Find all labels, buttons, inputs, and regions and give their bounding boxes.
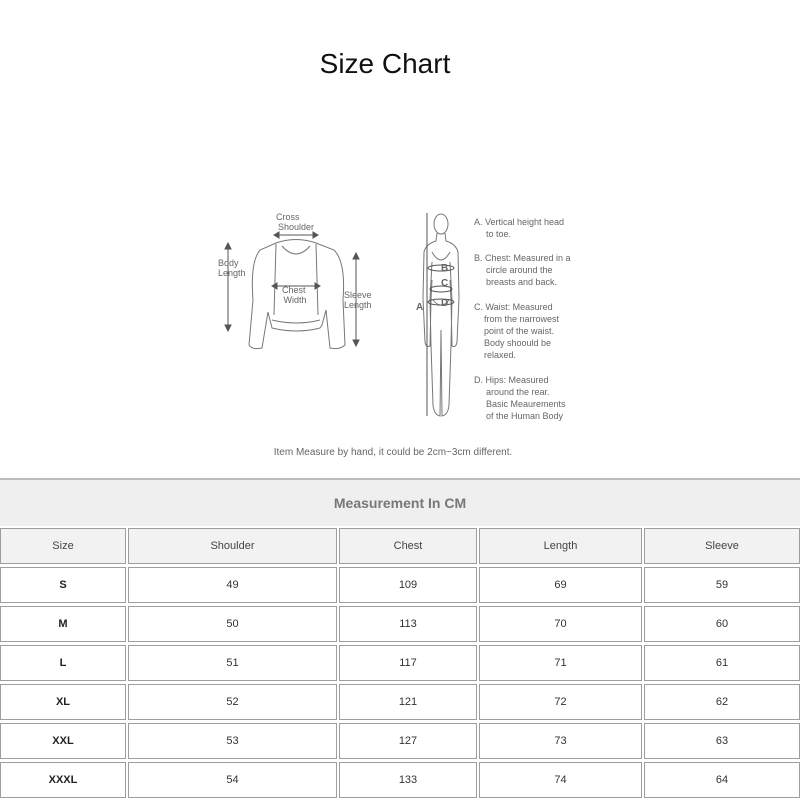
sleeve-length-label: Sleeve Length [344,290,372,310]
note-c: C. Waist: Measured from the narrowest point of the waist. Body shoould be relaxed. [474,302,560,360]
sleeve-cell: 61 [644,645,800,681]
sleeve-cell: 59 [644,567,800,603]
body-length-label: Body Length [218,258,246,278]
note-d: D. Hips: Measured around the rear. Basic Meaurements of the Human Body [474,375,566,421]
table-header-row [0,528,800,566]
size-table [0,478,800,800]
table-row [0,567,800,605]
shoulder-cell: 54 [128,762,337,798]
note-a: A. Vertical height head to toe. [474,217,565,239]
size-cell: XL [0,684,126,720]
table-caption: Measurement In CM [0,478,800,526]
table-row [0,684,800,722]
header-shoulder: Shoulder [128,528,337,564]
length-cell: 73 [479,723,642,759]
header-length: Length [479,528,642,564]
body-figure [423,214,459,416]
size-cell: S [0,567,126,603]
header-chest: Chest [339,528,477,564]
length-cell: 71 [479,645,642,681]
letter-a: A [416,302,424,313]
header-sleeve: Sleeve [644,528,800,564]
sleeve-cell: 64 [644,762,800,798]
page-title: Size Chart [319,48,451,79]
shoulder-cell: 50 [128,606,337,642]
chest-cell: 109 [339,567,477,603]
length-cell: 72 [479,684,642,720]
shoulder-cell: 49 [128,567,337,603]
length-cell: 70 [479,606,642,642]
sleeve-cell: 60 [644,606,800,642]
letter-c: C [441,278,449,289]
length-cell: 74 [479,762,642,798]
chest-width-label: Chest Width [281,285,307,305]
size-cell: L [0,645,126,681]
sleeve-cell: 62 [644,684,800,720]
disclaimer: Item Measure by hand, it could be 2cm~3cm different. [273,447,513,458]
table-row [0,762,800,800]
chest-cell: 121 [339,684,477,720]
shoulder-cell: 53 [128,723,337,759]
chest-cell: 127 [339,723,477,759]
note-b: B. Chest: Measured in a circle around the breasts and back. [474,253,571,287]
table-row [0,645,800,683]
header-size: Size [0,528,126,564]
size-cell: XXL [0,723,126,759]
letter-d: D [441,298,449,309]
letter-b: B [441,263,449,274]
size-cell: M [0,606,126,642]
cross-shoulder-label: Cross Shoulder [275,212,315,232]
table-row [0,606,800,644]
chest-cell: 117 [339,645,477,681]
length-cell: 69 [479,567,642,603]
sleeve-cell: 63 [644,723,800,759]
chest-cell: 113 [339,606,477,642]
chest-cell: 133 [339,762,477,798]
size-cell: XXXL [0,762,126,798]
shoulder-cell: 52 [128,684,337,720]
shoulder-cell: 51 [128,645,337,681]
table-row [0,723,800,761]
